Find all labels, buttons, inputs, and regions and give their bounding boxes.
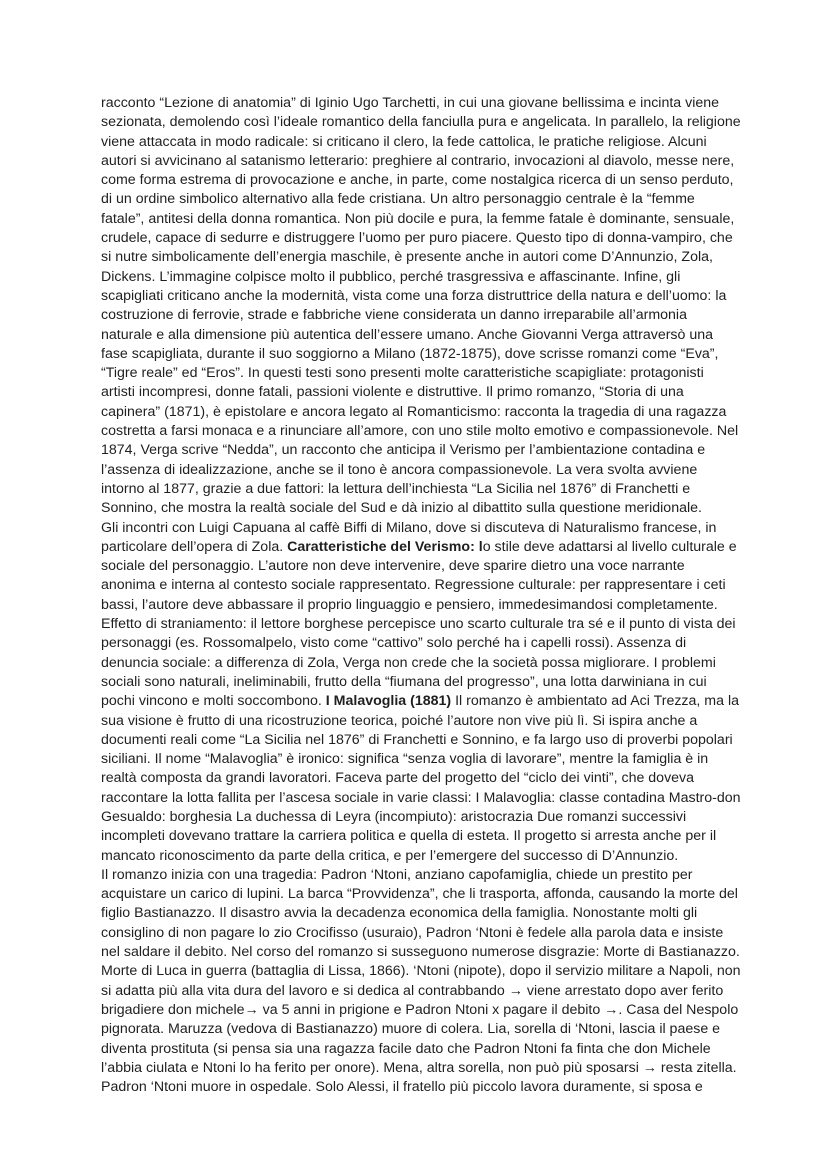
text-line: “Tigre reale” ed “Eros”. In questi testi sono presenti molte caratteristiche scapigliate: protagonisti: [101, 365, 704, 382]
text-line: 1874, Verga scrive “Nedda”, un racconto che anticipa il Verismo per l’ambientazione contadina e: [101, 442, 706, 459]
text-line: viene attaccata in modo radicale: si criticano il clero, la fede cattolica, le pratiche religiose. Alcuni: [101, 133, 707, 150]
text-line: autori si avvicinano al satanismo letterario: preghiere al contrario, invocazioni al diavolo, messe nere,: [101, 152, 735, 169]
text-line: Dickens. L’immagine colpisce molto il pubblico, perché trasgressiva e affascinante. Infine, gli: [101, 268, 681, 285]
heading-verismo-letter: l: [478, 538, 483, 555]
text-line: [101, 1097, 741, 1116]
text-line: diventa prostituta (si pensa sia una ragazza facile dato che Padron Ntoni fa finta che don Michele: [101, 1040, 711, 1057]
text-line: l’assenza di idealizzazione, anche se il tono è ancora compassionevole. La vera svolta avviene: [101, 461, 698, 478]
text-line-malavoglia: [101, 692, 741, 711]
text-line: l’abbia ciulata e Ntoni lo ha ferito per onore). Mena, altra sorella, non può più sposarsi → resta zitella.: [101, 1059, 737, 1076]
text-line: intorno al 1877, grazie a due fattori: la lettura dell’inchiesta “La Sicilia nel 1876” di Franchetti e: [101, 480, 691, 497]
text-line: fase scapigliata, durante il suo soggiorno a Milano (1872-1875), dove scrisse romanzi come “Eva”,: [101, 345, 719, 362]
text-line: Morte di Luca in guerra (battaglia di Lissa, 1866). ‘Ntoni (nipote), dopo il servizio militare a Napoli, non: [101, 963, 741, 980]
text-line: Sonnino, che mostra la realtà sociale del Sud e dà inizio al dibattito sulla questione meridionale.: [101, 500, 702, 517]
text-line: fatale”, antitesi della donna romantica. Non più docile e pura, la femme fatale è dominante, sensuale,: [101, 210, 735, 227]
text-line: sociali sono naturali, ineliminabili, frutto della “fiumana del progresso”, una lotta darwiniana in cui: [101, 673, 707, 690]
line-rest: o stile deve adattarsi al livello culturale e: [482, 538, 737, 555]
text-line: costretta a farsi monaca e a rinunciare all’amore, con uno stile molto emotivo e compassionevole. Nel: [101, 423, 739, 440]
text-line: siciliani. Il nome “Malavoglia” è ironico: significa “senza voglia di lavorare”, mentre la famiglia è in: [101, 751, 709, 768]
text-line: si adatta più alla vita dura del lavoro e si dedica al contrabbando → viene arrestato dopo aver ferito: [101, 982, 724, 999]
line-start: pochi vincono e molti soccombono.: [101, 693, 322, 710]
text-line: realtà composta da grandi lavoratori. Faceva parte del progetto del “ciclo dei vinti”, che doveva: [101, 770, 695, 787]
text-line: crudele, capace di sedurre e distruggere l’uomo per puro piacere. Questo tipo di donna-vampiro, che: [101, 230, 733, 247]
text-line: figlio Bastianazzo. Il disastro avvia la decadenza economica della famiglia. Nonostante molti gli: [101, 905, 698, 922]
text-line: si nutre simbolicamente dell’energia maschile, è presente anche in autori come D’Annunzio, Zola,: [101, 249, 713, 266]
text-line: anonima e interna al contesto sociale rappresentato. Regressione culturale: per rappresentare i ceti: [101, 577, 726, 594]
text-line: sua visione è frutto di una ricostruzione teorica, poiché l’autore non vive più lì. Si ispira anche a: [101, 712, 698, 729]
text-line: documenti reali come “La Sicilia nel 1876” di Franchetti e Sonnino, e fa largo uso di proverbi popolari: [101, 731, 733, 748]
text-line: acquistare un carico di lupini. La barca “Provvidenza”, che li trasporta, affonda, causando la morte del: [101, 886, 738, 903]
text-line: capinera” (1871), è epistolare e ancora legato al Romanticismo: racconta la tragedia di una ragazza: [101, 403, 727, 420]
text-line: personaggi (es. Rossomalpelo, visto come “cattivo” solo perché ha i capelli rossi). Assenza di: [101, 635, 687, 652]
line-rest: Il romanzo è ambientato ad Aci Trezza, ma la: [455, 693, 739, 710]
text-line: mancato riconoscimento da parte della critica, e per l’emergere del successo di D’Annunzio.: [101, 847, 679, 864]
text-line: incompleti dovevano trattare la carriera politica e quella di esteta. Il progetto si arresta anche per il: [101, 828, 717, 845]
text-line: Gli incontri con Luigi Capuana al caffè Biffi di Milano, dove si discuteva di Naturalismo francese, in: [101, 519, 717, 536]
text-line: denuncia sociale: a differenza di Zola, Verga non crede che la società possa migliorare. I problemi: [101, 654, 716, 671]
text-line: di un ordine simbolico alternativo alla fede cristiana. Un altro personaggio centrale è la “femme: [101, 191, 695, 208]
text-line: bassi, l’autore deve abbassare il proprio linguaggio e pensiero, immedesimandosi completamente.: [101, 596, 718, 613]
text-line: artisti incompresi, donne fatali, passioni violente e distruttive. Il primo romanzo, “Storia di una: [101, 384, 684, 401]
text-line: pignorata. Maruzza (vedova di Bastianazzo) muore di colera. Lia, sorella di ‘Ntoni, lascia il paese e: [101, 1021, 721, 1038]
text-line: raccontare la lotta fallita per l’ascesa sociale in varie classi: I Malavoglia: classe contadina Mastro-don: [101, 789, 741, 806]
heading-malavoglia: I Malavoglia (1881): [325, 693, 452, 710]
text-line: Padron ‘Ntoni muore in ospedale. Solo Alessi, il fratello più piccolo lavora duramente, si sposa e: [101, 1079, 703, 1096]
text-line: Il romanzo inizia con una tragedia: Padron ‘Ntoni, anziano capofamiglia, chiede un prestito per: [101, 866, 693, 883]
text-line: sociale del personaggio. L’autore non deve intervenire, deve sparire dietro una voce narrante: [101, 558, 685, 575]
text-line: consiglino di non pagare lo zio Crocifisso (usuraio), Padron ‘Ntoni è fedele alla parola data e insiste: [101, 924, 724, 941]
text-line: Gesualdo: borghesia La duchessa di Leyra (incompiuto): aristocrazia Due romanzi successivi: [101, 808, 687, 825]
body-text: [101, 94, 741, 1117]
text-line: sezionata, demolendo così l’ideale romantico della fanciulla pura e angelicata. In parallelo, la religione: [101, 114, 741, 131]
text-line: racconto “Lezione di anatomia” di Iginio Ugo Tarchetti, in cui una giovane bellissima e incinta viene: [101, 95, 720, 111]
text-line: costruzione di ferrovie, strade e fabbriche viene considerata un danno irreparabile all’armonia: [101, 307, 687, 324]
text-line: naturale e alla dimensione più autentica dell’essere umano. Anche Giovanni Verga attraversò una: [101, 326, 714, 343]
text-line: Effetto di straniamento: il lettore borghese percepisce uno scarto culturale tra sé e il punto di vista dei: [101, 616, 736, 633]
text-line-verismo: [101, 538, 741, 557]
heading-verismo: Caratteristiche del Verismo:: [287, 538, 475, 555]
text-line: brigadiere don michele→ va 5 anni in prigione e Padron Ntoni x pagare il debito →. Casa del Nespolo: [101, 1001, 739, 1018]
line-start: particolare dell’opera di Zola.: [101, 538, 284, 555]
text-line: nel saldare il debito. Nel corso del romanzo si susseguono numerose disgrazie: Morte di Bastianazzo.: [101, 944, 740, 961]
text-line: scapigliati criticano anche la modernità, vista come una forza distruttrice della natura e dell’uomo: la: [101, 287, 727, 304]
text-line: come forma estrema di provocazione e anche, in parte, come nostalgica ricerca di un senso perduto,: [101, 172, 734, 189]
